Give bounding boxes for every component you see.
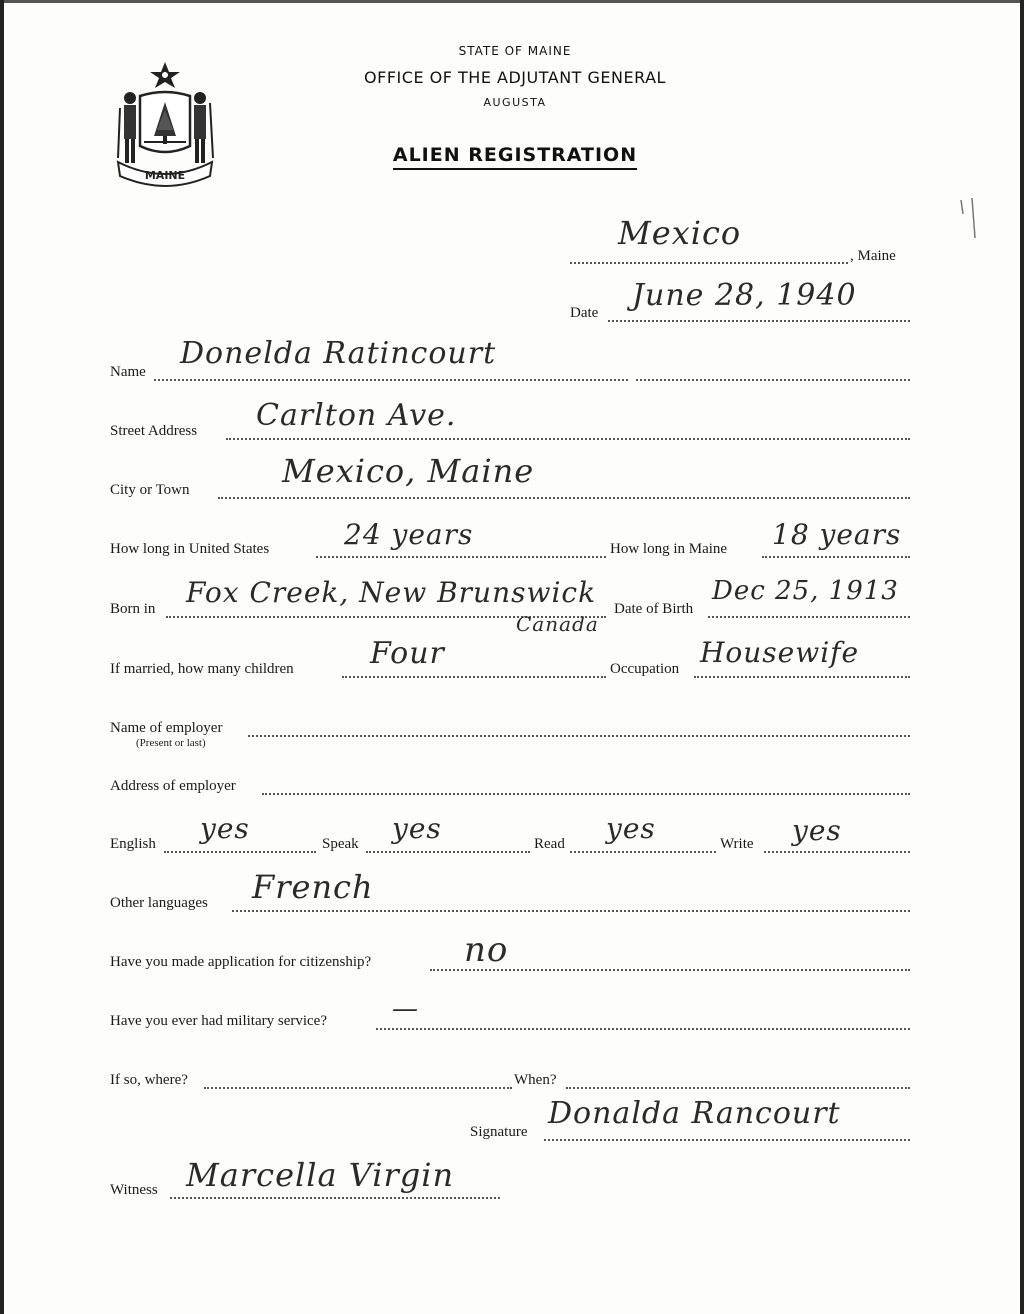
how-long-maine-line <box>762 556 910 558</box>
occupation-value: Housewife <box>700 636 860 669</box>
witness-label: Witness <box>110 1182 158 1198</box>
speak-value: yes <box>392 812 442 845</box>
born-in-value: Fox Creek, New Brunswick <box>186 576 597 609</box>
header-city: AUGUSTA <box>483 96 547 109</box>
city-line <box>218 497 910 499</box>
other-languages-label: Other languages <box>110 895 208 911</box>
employer-address-label: Address of employer <box>110 778 236 794</box>
name-line-2 <box>636 379 910 381</box>
how-long-us-line <box>316 556 606 558</box>
employer-line <box>248 735 910 737</box>
date-label: Date <box>570 305 599 321</box>
name-line <box>154 379 628 381</box>
born-country-value: Canada <box>516 612 599 636</box>
form-title-text: ALIEN REGISTRATION <box>393 144 637 170</box>
military-line <box>376 1028 910 1030</box>
witness-line <box>170 1197 500 1199</box>
other-languages-value: French <box>252 868 374 906</box>
employer-address-line <box>262 793 910 795</box>
citizenship-label: Have you made application for citizenship? <box>110 954 372 970</box>
citizenship-value: no <box>464 930 509 970</box>
where-label: If so, where? <box>110 1072 188 1088</box>
scan-border-top <box>0 0 1024 3</box>
how-long-maine-value: 18 years <box>772 518 902 551</box>
name-label: Name <box>110 364 146 380</box>
english-line <box>164 851 316 853</box>
write-value: yes <box>792 814 842 847</box>
signature-value: Donalda Rancourt <box>548 1096 841 1131</box>
employer-note: (Present or last) <box>136 737 206 749</box>
signature-label: Signature <box>470 1124 528 1140</box>
employer-label: Name of employer <box>110 720 223 736</box>
street-label: Street Address <box>110 423 198 439</box>
date-line <box>608 320 910 322</box>
street-line <box>226 438 910 440</box>
date-of-birth-label: Date of Birth <box>614 601 694 617</box>
other-languages-line <box>232 910 910 912</box>
scan-border-left <box>0 0 4 1314</box>
maine-state-seal-icon <box>110 58 220 188</box>
how-long-maine-label: How long in Maine <box>610 541 728 557</box>
when-line <box>566 1087 910 1089</box>
margin-pencil-mark <box>958 196 978 240</box>
svg-text:MAINE: MAINE <box>144 169 186 182</box>
date-value: June 28, 1940 <box>632 278 857 313</box>
military-value: — <box>392 994 419 1024</box>
date-of-birth-value: Dec 25, 1913 <box>712 576 899 606</box>
how-long-us-value: 24 years <box>344 518 474 551</box>
write-label: Write <box>720 836 754 852</box>
town-line <box>570 262 848 264</box>
how-long-us-label: How long in United States <box>110 541 270 557</box>
read-label: Read <box>534 836 565 852</box>
children-value: Four <box>370 636 445 671</box>
read-line <box>570 851 716 853</box>
scan-border-right <box>1020 0 1024 1314</box>
military-label: Have you ever had military service? <box>110 1013 327 1029</box>
write-line <box>764 851 910 853</box>
street-value: Carlton Ave. <box>256 398 457 433</box>
born-in-label: Born in <box>110 601 156 617</box>
signature-line <box>544 1139 910 1141</box>
occupation-line <box>694 676 910 678</box>
name-value: Donelda Ratincourt <box>180 336 497 371</box>
header-office: OFFICE OF THE ADJUTANT GENERAL <box>364 68 666 87</box>
children-line <box>342 676 606 678</box>
read-value: yes <box>606 812 656 845</box>
english-value: yes <box>200 812 250 845</box>
speak-label: Speak <box>322 836 359 852</box>
where-line <box>204 1087 512 1089</box>
when-label: When? <box>514 1072 557 1088</box>
occupation-label: Occupation <box>610 661 680 677</box>
city-value: Mexico, Maine <box>282 452 535 490</box>
form-title <box>300 144 730 166</box>
speak-line <box>366 851 530 853</box>
header-state: STATE OF MAINE <box>458 44 572 58</box>
maine-label: , Maine <box>850 248 896 264</box>
children-label: If married, how many children <box>110 661 294 677</box>
city-label: City or Town <box>110 482 190 498</box>
date-of-birth-line <box>708 616 910 618</box>
witness-value: Marcella Virgin <box>186 1156 455 1194</box>
english-label: English <box>110 836 156 852</box>
town-value: Mexico <box>618 214 742 252</box>
